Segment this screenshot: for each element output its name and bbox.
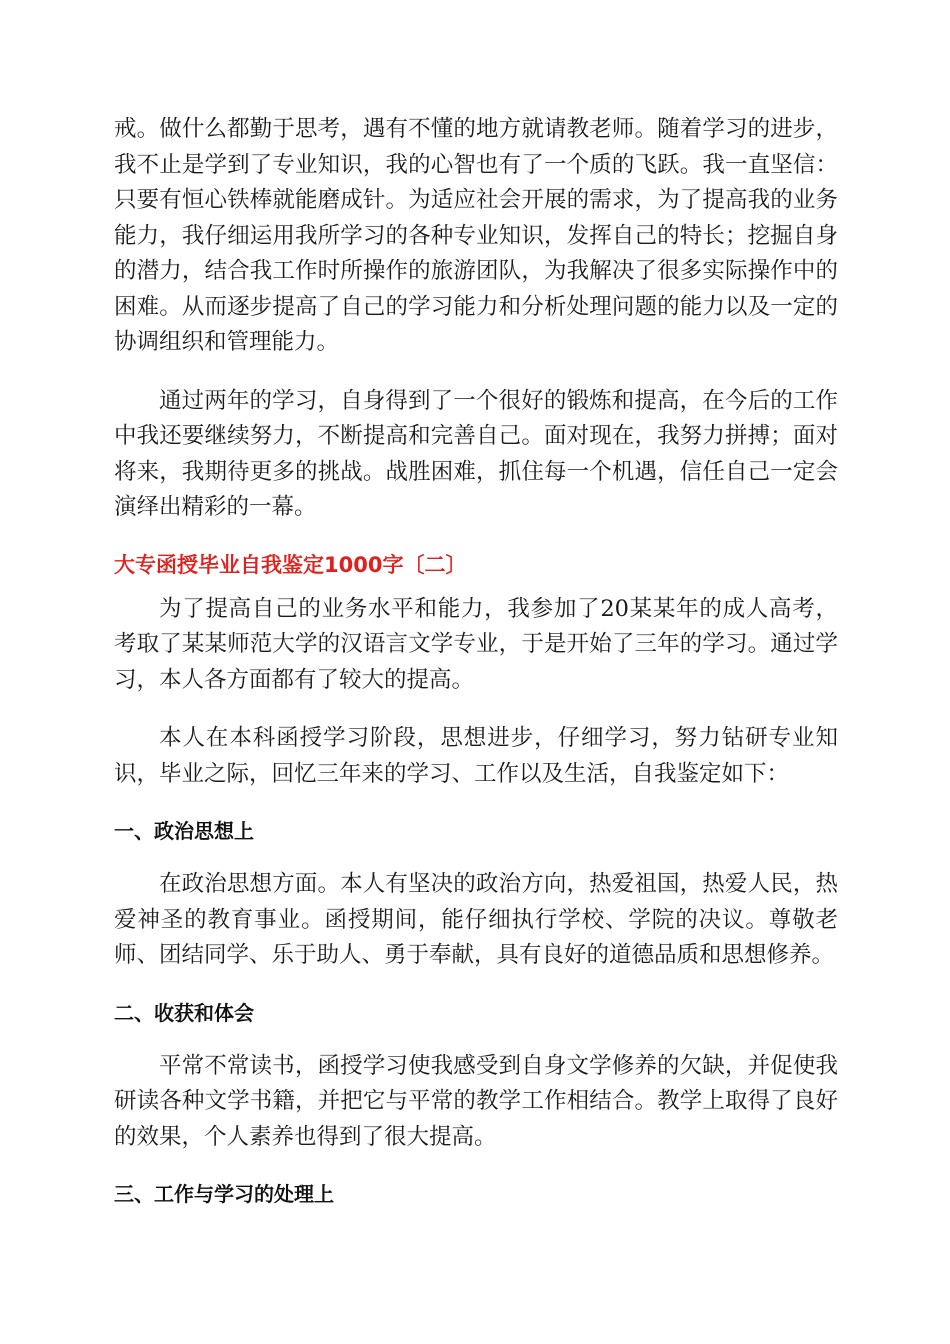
heading-gains: 二、收获和体会 (114, 1000, 254, 1025)
paragraph-summary: 通过两年的学习，自身得到了一个很好的锻炼和提高，在今后的工作中我还要继续努力，不断提高和完善自己。面对现在，我努力拼搏；面对将来，我期待更多的挑战。战胜困难，抓住每一个机遇，信任自己一定会演绎出精彩的一幕。 (114, 387, 838, 520)
heading-work-study: 三、工作与学习的处理上 (114, 1182, 334, 1206)
paragraph-continuation: 戒。做什么都勤于思考，遇有不懂的地方就请教老师。随着学习的进步，我不止是学到了专业知识，我的心智也有了一个质的飞跃。我一直坚信：只要有恒心铁棒就能磨成针。为适应社会开展的需求，为了提高我的业务能力，我仔细运用我所学习的各种专业知识，发挥自己的特长；挖掘自身的潜力，结合我工作时所操作的旅游团队，为我解决了很多实际操作中的困难。从而逐步提高了自己的学习能力和分析处理问题的能力以及一定的协调组织和管理能力。 (114, 116, 838, 355)
section-title: 大专函授毕业自我鉴定1000字〔二〕 (114, 552, 467, 577)
paragraph-intro: 为了提高自己的业务水平和能力，我参加了20某某年的成人高考，考取了某某师范大学的汉语言文学专业，于是开始了三年的学习。通过学习，本人各方面都有了较大的提高。 (114, 595, 838, 693)
paragraph-political-thought: 在政治思想方面。本人有坚决的政治方向，热爱祖国，热爱人民，热爱神圣的教育事业。函授期间，能仔细执行学校、学院的决议。尊敬老师、团结同学、乐于助人、勇于奉献，具有良好的道德品质和思想修养。 (114, 871, 838, 968)
heading-political-thought: 一、政治思想上 (114, 819, 254, 843)
document-body (114, 112, 838, 1230)
paragraph-self-assessment: 本人在本科函授学习阶段，思想进步，仔细学习，努力钻研专业知识，毕业之际，回忆三年来的学习、工作以及生活，自我鉴定如下： (114, 725, 838, 787)
paragraph-gains: 平常不常读书，函授学习使我感受到自身文学修养的欠缺，并促使我研读各种文学书籍，并把它与平常的教学工作相结合。教学上取得了良好的效果，个人素养也得到了很大提高。 (114, 1052, 838, 1150)
